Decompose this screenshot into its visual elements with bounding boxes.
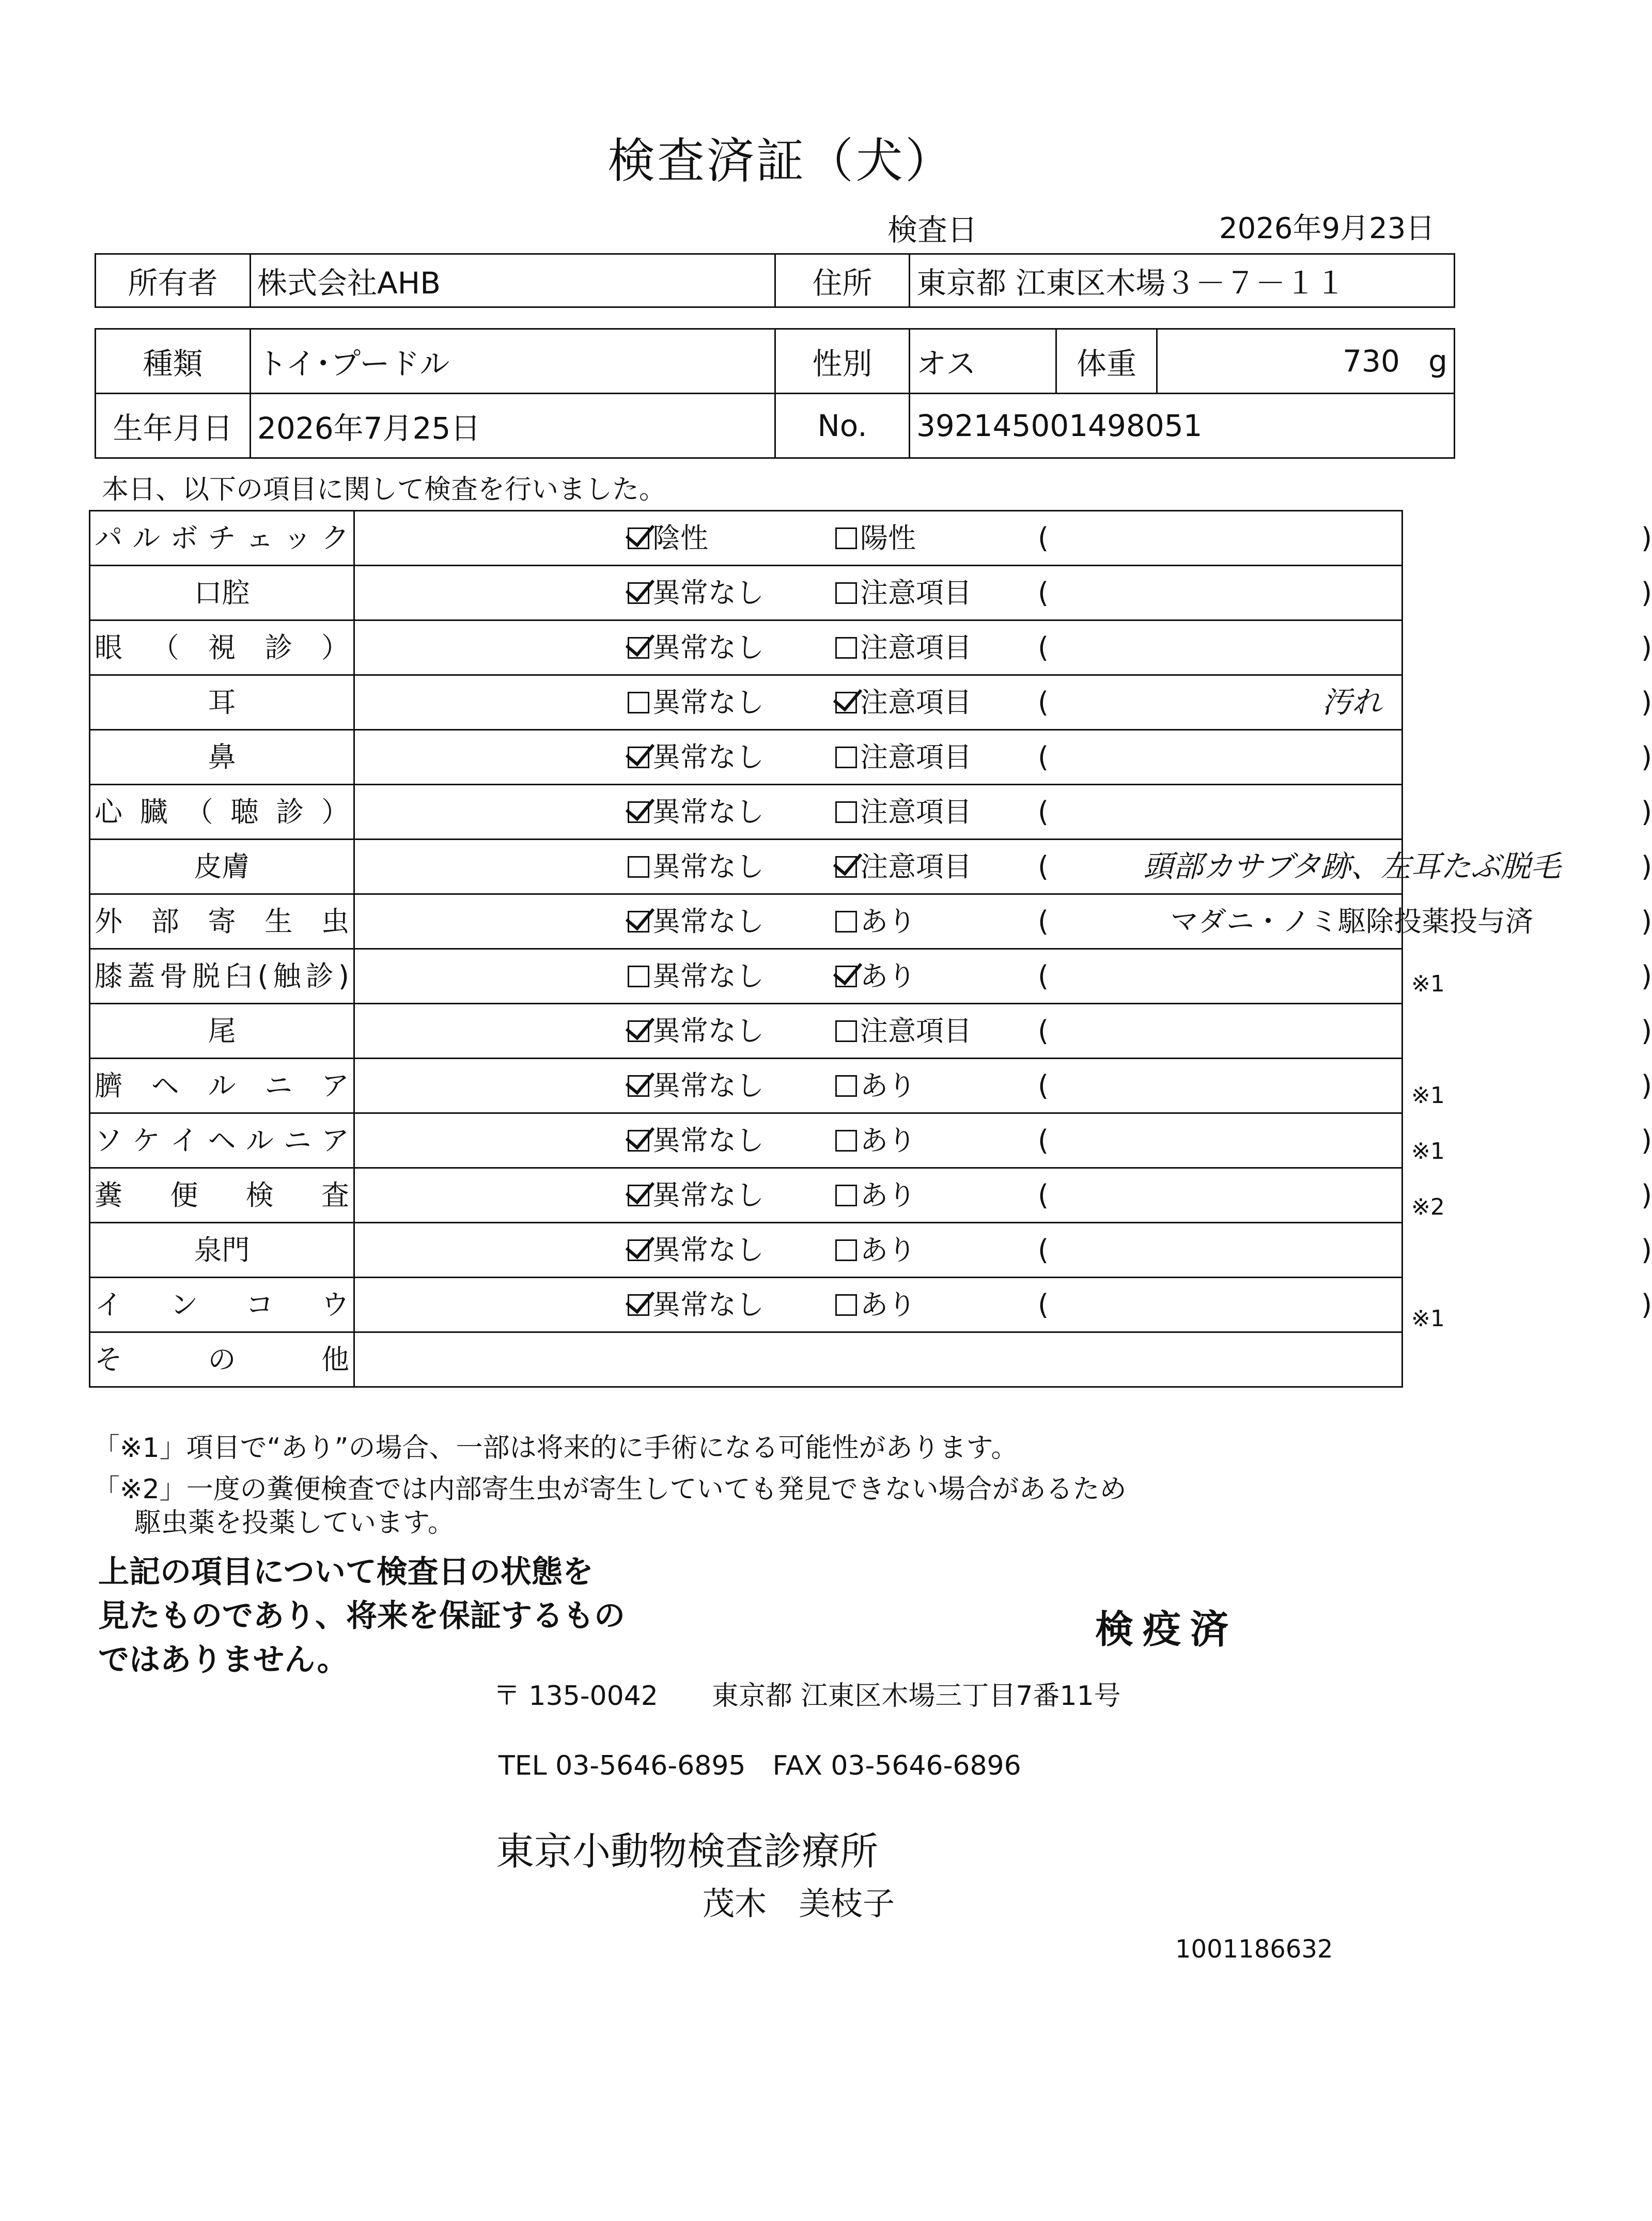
item-label-text: 泉門 — [194, 1234, 250, 1266]
footnote-mark: ※1 — [1411, 1306, 1445, 1332]
option-normal[interactable] — [628, 895, 764, 948]
item-label — [90, 1059, 354, 1113]
checked-checkbox-icon[interactable] — [628, 1130, 649, 1152]
option-label: 異常なし — [652, 796, 764, 828]
option-label: 注意項目 — [860, 631, 972, 664]
option-normal[interactable] — [628, 1278, 764, 1331]
table-row — [90, 730, 1402, 785]
paren-open: ( — [1038, 1069, 1049, 1102]
option-attention[interactable] — [835, 621, 972, 674]
animal-table — [95, 328, 1455, 459]
item-label-text: ソ ケ イ ヘ ル ニ ア — [95, 1124, 349, 1157]
owner-value: 株式会社AHB — [251, 254, 775, 307]
paren-close: ) — [1641, 631, 1652, 664]
item-value — [354, 1223, 1652, 1278]
checked-checkbox-icon[interactable] — [628, 801, 649, 823]
checked-checkbox-icon[interactable] — [628, 1075, 649, 1097]
item-label — [90, 730, 354, 785]
exam-date-label: 検査日 — [887, 212, 978, 247]
item-note: 頭部カサブタ跡、左耳たぶ脱毛 — [1143, 849, 1561, 884]
option-normal[interactable] — [628, 1059, 764, 1112]
option-label: 注意項目 — [860, 686, 972, 719]
item-label-text: 鼻 — [208, 741, 236, 773]
option-label: あり — [860, 1288, 916, 1321]
item-value — [354, 1059, 1652, 1113]
table-row — [90, 566, 1402, 620]
item-value — [354, 949, 1652, 1004]
option-attention[interactable] — [835, 1278, 916, 1331]
item-value — [354, 566, 1652, 620]
checked-checkbox-icon[interactable] — [835, 966, 857, 987]
option-label: あり — [860, 960, 916, 992]
option-label: 異常なし — [652, 1234, 764, 1266]
disclaimer-line-1: 上記の項目について検査日の状態を — [98, 1554, 594, 1590]
item-label-text: 口腔 — [194, 577, 250, 609]
option-label: あり — [860, 1234, 916, 1266]
exam-date: 2026年9月23日 — [1219, 212, 1435, 245]
option-attention[interactable] — [835, 950, 916, 1003]
option-label: 異常なし — [652, 1288, 764, 1321]
item-value — [354, 730, 1652, 785]
option-normal[interactable] — [628, 785, 764, 838]
checked-checkbox-icon[interactable] — [835, 856, 857, 878]
paren-open: ( — [1038, 522, 1049, 554]
option-label: 異常なし — [652, 1124, 764, 1157]
paren-close: ) — [1641, 796, 1652, 828]
item-label — [90, 1223, 354, 1278]
paren-open: ( — [1038, 686, 1049, 719]
disclaimer-line-2: 見たものであり、将来を保証するもの — [98, 1598, 625, 1634]
dob-label: 生年月日 — [96, 394, 251, 458]
table-row — [90, 785, 1402, 840]
footnote-mark: ※2 — [1411, 1194, 1445, 1220]
checkbox-icon[interactable] — [835, 582, 857, 604]
item-value — [354, 1168, 1652, 1223]
option-label: 異常なし — [652, 960, 764, 992]
paren-open: ( — [1038, 1015, 1049, 1047]
item-value — [354, 1278, 1652, 1332]
paren-close: ) — [1641, 960, 1652, 992]
item-label-text: 皮膚 — [194, 850, 250, 883]
table-row — [90, 675, 1402, 730]
checkbox-icon[interactable] — [835, 1020, 857, 1042]
option-normal[interactable] — [628, 676, 764, 729]
checked-checkbox-icon[interactable] — [628, 1294, 649, 1316]
option-normal[interactable] — [628, 1223, 764, 1277]
option-attention[interactable] — [835, 1223, 916, 1277]
paren-open: ( — [1038, 631, 1049, 664]
sex-label: 性別 — [775, 329, 910, 394]
option-normal[interactable] — [628, 1004, 764, 1058]
owner-label: 所有者 — [96, 254, 251, 307]
paren-close: ) — [1641, 1234, 1652, 1266]
paren-open: ( — [1038, 1288, 1049, 1321]
checkbox-icon[interactable] — [835, 527, 857, 549]
item-label-text: 糞 便 検 査 — [95, 1179, 349, 1212]
option-normal[interactable] — [628, 1114, 764, 1167]
checkbox-icon[interactable] — [835, 1130, 857, 1152]
other-label: そ の 他 — [95, 1343, 349, 1376]
item-value — [354, 894, 1652, 949]
paren-open: ( — [1038, 796, 1049, 828]
paren-close: ) — [1641, 1288, 1652, 1321]
weight-value: 730 — [1343, 344, 1400, 379]
table-row — [90, 511, 1402, 566]
table-row — [90, 1223, 1402, 1278]
checkbox-icon[interactable] — [628, 692, 649, 713]
option-normal[interactable] — [628, 840, 764, 893]
option-label: 異常なし — [652, 1069, 764, 1102]
checkbox-icon[interactable] — [835, 1239, 857, 1261]
checkbox-icon[interactable] — [835, 1294, 857, 1316]
paren-open: ( — [1038, 960, 1049, 992]
option-label: 注意項目 — [860, 1015, 972, 1047]
paren-open: ( — [1038, 1234, 1049, 1266]
option-attention[interactable] — [835, 511, 916, 565]
option-label: あり — [860, 1069, 916, 1102]
owner-table — [95, 253, 1455, 308]
option-label: 異常なし — [652, 686, 764, 719]
footnote-2a: 「※2」一度の糞便検査では内部寄生虫が寄生していても発見できない場合があるため — [93, 1474, 1127, 1505]
checked-checkbox-icon[interactable] — [628, 637, 649, 659]
option-label: 陽性 — [860, 522, 916, 554]
option-label: 異常なし — [652, 850, 764, 883]
option-attention[interactable] — [835, 1169, 916, 1222]
table-row — [90, 1168, 1402, 1223]
no-label: No. — [775, 394, 910, 458]
item-label-text: 臍 ヘ ル ニ ア — [95, 1069, 349, 1102]
table-row — [90, 894, 1402, 949]
paren-close: ) — [1641, 1179, 1652, 1212]
checkbox-icon[interactable] — [835, 1075, 857, 1097]
paren-close: ) — [1641, 1124, 1652, 1157]
footnote-mark: ※1 — [1411, 971, 1445, 997]
item-value — [354, 1113, 1652, 1168]
clinic-tel-fax: TEL 03-5646-6895 FAX 03-5646-6896 — [498, 1750, 1021, 1781]
option-label: 注意項目 — [860, 850, 972, 883]
option-normal[interactable] — [628, 950, 764, 1003]
checked-checkbox-icon[interactable] — [835, 692, 857, 713]
option-attention[interactable] — [835, 1004, 972, 1058]
option-attention[interactable] — [835, 566, 972, 619]
paren-close: ) — [1641, 741, 1652, 773]
item-label — [90, 1113, 354, 1168]
item-label — [90, 840, 354, 894]
option-attention[interactable] — [835, 895, 916, 948]
quarantine-stamp: 検疫済 — [1095, 1607, 1238, 1652]
item-value — [354, 1004, 1652, 1059]
option-attention[interactable] — [835, 840, 972, 893]
checkbox-icon[interactable] — [835, 1185, 857, 1206]
option-attention[interactable] — [835, 785, 972, 838]
item-label — [90, 1278, 354, 1332]
paren-open: ( — [1038, 741, 1049, 773]
option-normal[interactable] — [628, 731, 764, 784]
breed-value: トイ･プードル — [251, 329, 775, 394]
item-note: 汚れ — [1321, 685, 1382, 720]
checked-checkbox-icon[interactable] — [628, 747, 649, 768]
dob-value: 2026年7月25日 — [251, 394, 775, 458]
item-label — [90, 1168, 354, 1223]
option-label: 異常なし — [652, 631, 764, 664]
weight-label: 体重 — [1056, 329, 1157, 394]
no-value: 392145001498051 — [910, 394, 1455, 458]
weight-unit: g — [1428, 344, 1447, 379]
checked-checkbox-icon[interactable] — [628, 527, 649, 549]
item-value — [354, 840, 1652, 894]
checked-checkbox-icon[interactable] — [628, 582, 649, 604]
checkbox-icon[interactable] — [835, 911, 857, 933]
paren-close: ) — [1641, 1069, 1652, 1102]
item-label — [90, 511, 354, 566]
checkbox-icon[interactable] — [835, 801, 857, 823]
checked-checkbox-icon[interactable] — [628, 1239, 649, 1261]
paren-open: ( — [1038, 850, 1049, 883]
option-label: 陰性 — [652, 522, 708, 554]
table-row — [90, 949, 1402, 1004]
inspector-name: 茂木 美枝子 — [703, 1885, 895, 1922]
paren-close: ) — [1641, 522, 1652, 554]
item-label-text: 膝 蓋 骨 脱 臼 ( 触 診 ) — [95, 960, 349, 992]
option-attention[interactable] — [835, 676, 972, 729]
item-label — [90, 566, 354, 620]
option-label: あり — [860, 905, 916, 938]
other-value — [354, 1332, 1402, 1387]
option-label: 異常なし — [652, 905, 764, 938]
option-normal[interactable] — [628, 621, 764, 674]
address-value: 東京都 江東区木場３－７－１１ — [910, 254, 1455, 307]
item-label-text: 尾 — [208, 1015, 236, 1047]
paren-open: ( — [1038, 1179, 1049, 1212]
footnote-mark: ※1 — [1411, 1082, 1445, 1109]
option-label: あり — [860, 1124, 916, 1157]
option-label: 注意項目 — [860, 796, 972, 828]
option-label: 異常なし — [652, 1015, 764, 1047]
item-value — [354, 675, 1652, 730]
checkbox-icon[interactable] — [628, 856, 649, 878]
footnote-mark: ※1 — [1411, 1138, 1445, 1164]
clinic-name: 東京小動物検査診療所 — [496, 1829, 878, 1874]
paren-open: ( — [1038, 905, 1049, 938]
paren-close: ) — [1641, 686, 1652, 719]
paren-close: ) — [1641, 850, 1652, 883]
item-label-text: 眼 （ 視 診 ） — [95, 631, 349, 664]
item-label — [90, 1332, 354, 1387]
table-row — [90, 1278, 1402, 1332]
checkbox-icon[interactable] — [835, 747, 857, 768]
option-attention[interactable] — [835, 731, 972, 784]
option-label: 異常なし — [652, 1179, 764, 1212]
footnote-1: 「※1」項目で“あり”の場合、一部は将来的に手術になる可能性があります。 — [93, 1433, 1018, 1464]
breed-label: 種類 — [96, 329, 251, 394]
item-label — [90, 949, 354, 1004]
item-label — [90, 675, 354, 730]
intro-text: 本日、以下の項目に関して検査を行いました。 — [102, 474, 666, 505]
option-normal[interactable] — [628, 511, 708, 565]
item-label-text: 耳 — [208, 686, 236, 719]
item-label-text: 心 臓 （ 聴 診 ） — [95, 796, 349, 828]
option-attention[interactable] — [835, 1059, 916, 1112]
option-normal[interactable] — [628, 1169, 764, 1222]
table-row — [90, 1332, 1402, 1387]
clinic-address: 〒 135-0042 東京都 江東区木場三丁目7番11号 — [493, 1681, 1121, 1712]
option-label: 注意項目 — [860, 741, 972, 773]
paren-close: ) — [1641, 1015, 1652, 1047]
table-row — [90, 1113, 1402, 1168]
item-label-text: イ ン コ ウ — [95, 1288, 349, 1321]
weight-cell — [1157, 329, 1455, 394]
option-label: 注意項目 — [860, 577, 972, 609]
item-value — [354, 620, 1652, 675]
option-label: あり — [860, 1179, 916, 1212]
table-row — [90, 1004, 1402, 1059]
table-row — [90, 620, 1402, 675]
table-row — [90, 840, 1402, 894]
document-title: 検査済証（犬） — [607, 133, 955, 189]
item-value — [354, 511, 1652, 566]
item-note: マダニ・ノミ駆除投薬投与済 — [1171, 905, 1533, 938]
table-row — [90, 1059, 1402, 1113]
check-table — [89, 510, 1652, 1388]
checked-checkbox-icon[interactable] — [628, 1185, 649, 1206]
disclaimer-line-3: ではありません。 — [98, 1642, 348, 1678]
option-normal[interactable] — [628, 566, 764, 619]
paren-open: ( — [1038, 1124, 1049, 1157]
footnote-2b: 駆虫薬を投薬しています。 — [134, 1508, 455, 1539]
item-label-text: パ ル ボ チ ェ ッ ク — [95, 522, 349, 554]
serial-number: 1001186632 — [1175, 1935, 1333, 1964]
option-label: 異常なし — [652, 577, 764, 609]
checkbox-icon[interactable] — [628, 966, 649, 987]
checked-checkbox-icon[interactable] — [628, 911, 649, 933]
option-label: 異常なし — [652, 741, 764, 773]
paren-close: ) — [1641, 905, 1652, 938]
paren-open: ( — [1038, 577, 1049, 609]
option-attention[interactable] — [835, 1114, 916, 1167]
item-value — [354, 785, 1652, 840]
item-label — [90, 1004, 354, 1059]
sex-value: オス — [910, 329, 1056, 394]
checkbox-icon[interactable] — [835, 637, 857, 659]
checked-checkbox-icon[interactable] — [628, 1020, 649, 1042]
paren-close: ) — [1641, 577, 1652, 609]
item-label — [90, 894, 354, 949]
address-label: 住所 — [775, 254, 910, 307]
item-label — [90, 620, 354, 675]
item-label — [90, 785, 354, 840]
item-label-text: 外 部 寄 生 虫 — [95, 905, 349, 938]
